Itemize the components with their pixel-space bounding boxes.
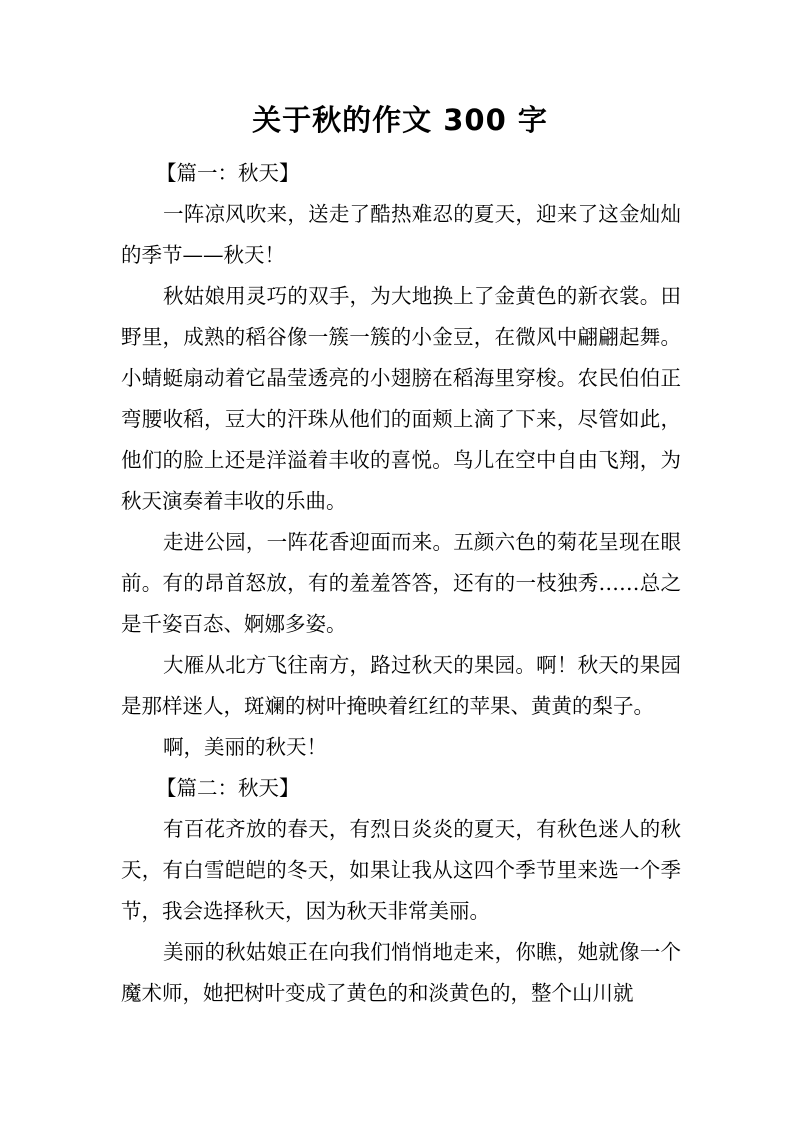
- section-heading: 【篇二：秋天】: [156, 776, 300, 800]
- paragraph: 一阵凉风吹来，送走了酷热难忍的夏天，迎来了这金灿灿的季节——秋天！: [121, 202, 681, 267]
- document-title: 关于秋的作文 300 字: [252, 103, 548, 137]
- document-body: [121, 153, 681, 1014]
- paragraph: 美丽的秋姑娘正在向我们悄悄地走来，你瞧，她就像一个魔术师，她把树叶变成了黄色的和淡黄色的，整个山川就: [121, 940, 681, 1005]
- paragraph: 大雁从北方飞往南方，路过秋天的果园。啊！秋天的果园是那样迷人，斑斓的树叶掩映着红红的苹果、黄黄的梨子。: [121, 653, 681, 718]
- paragraph: 秋姑娘用灵巧的双手，为大地换上了金黄色的新衣裳。田野里，成熟的稻谷像一簇一簇的小金豆，在微风中翩翩起舞。小蜻蜓扇动着它晶莹透亮的小翅膀在稻海里穿梭。农民伯伯正弯腰收稻，豆大的汗珠从他们的面颊上滴了下来，尽管如此，他们的脸上还是洋溢着丰收的喜悦。鸟儿在空中自由飞翔，为秋天演奏着丰收的乐曲。: [121, 284, 681, 513]
- paragraph: 有百花齐放的春天，有烈日炎炎的夏天，有秋色迷人的秋天，有白雪皑皑的冬天，如果让我从这四个季节里来选一个季节，我会选择秋天，因为秋天非常美丽。: [121, 817, 681, 923]
- paragraph: 啊，美丽的秋天！: [163, 735, 327, 759]
- paragraph: 走进公园，一阵花香迎面而来。五颜六色的菊花呈现在眼前。有的昂首怒放，有的羞羞答答，还有的一枝独秀……总之是千姿百态、婀娜多姿。: [121, 530, 681, 636]
- section-heading: 【篇一：秋天】: [156, 161, 300, 185]
